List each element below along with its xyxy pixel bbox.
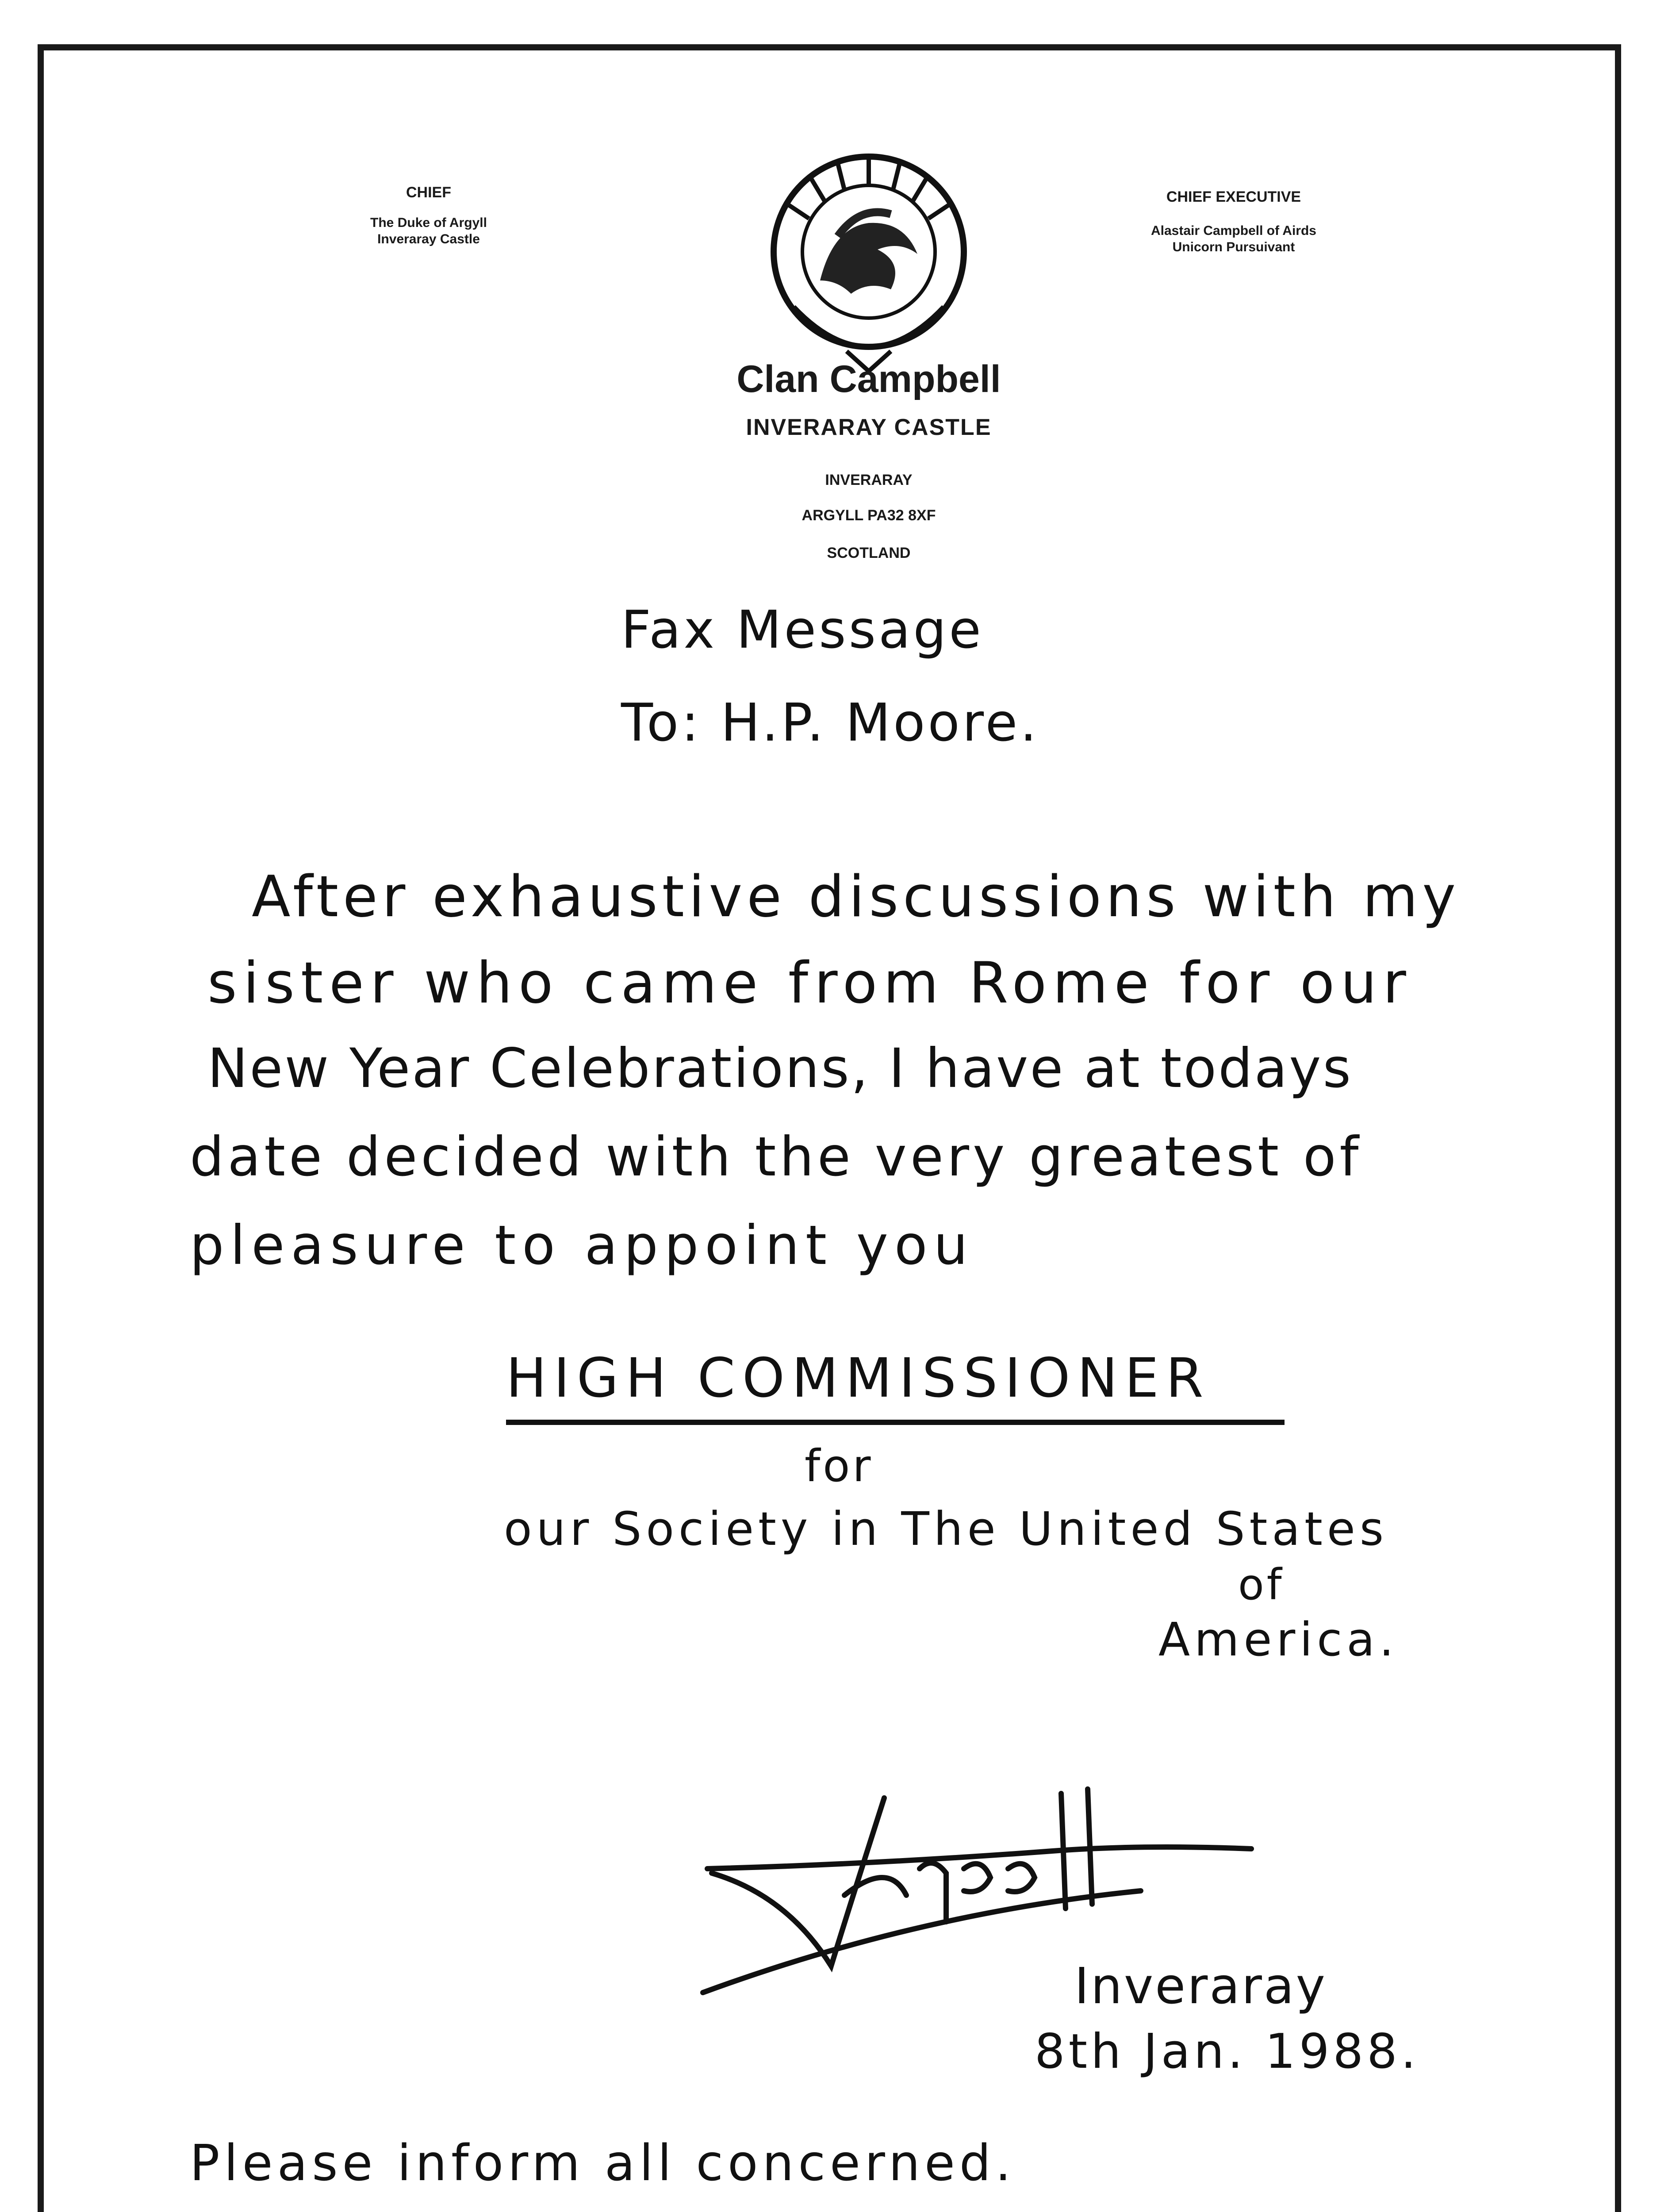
body-line: After exhaustive discussions with my — [252, 864, 1461, 930]
letterhead-right-block — [1092, 188, 1375, 256]
signature-place: Inveraray — [1074, 1958, 1327, 2015]
signature-date: 8th Jan. 1988. — [1035, 2024, 1420, 2079]
postscript: Please inform all concerned. — [190, 2135, 1016, 2192]
body-line: date decided with the very greatest of — [190, 1125, 1362, 1188]
signature-name — [827, 1811, 978, 1864]
clan-name: Clan Campbell — [736, 358, 1001, 400]
address-line: SCOTLAND — [827, 545, 911, 561]
left-block-heading: CHIEF — [406, 184, 451, 201]
right-block-line: Unicorn Pursuivant — [1172, 240, 1295, 254]
body-line: pleasure to appoint you — [190, 1214, 974, 1277]
letterhead-left-block — [327, 183, 530, 248]
appointment-for: for — [805, 1440, 874, 1492]
body-line: sister who came from Rome for our — [207, 950, 1412, 1016]
right-block-line: Alastair Campbell of Airds — [1151, 223, 1316, 238]
clan-crest-icon — [758, 148, 979, 378]
right-block-heading: CHIEF EXECUTIVE — [1166, 188, 1301, 205]
body-line: New Year Celebrations, I have at todays — [207, 1037, 1353, 1100]
appointment-underline — [506, 1420, 1285, 1425]
address-line: ARGYLL PA32 8XF — [801, 507, 936, 524]
letter-page — [38, 44, 1621, 2212]
castle-name: INVERARAY CASTLE — [746, 415, 992, 440]
left-block-line: Inveraray Castle — [377, 232, 480, 246]
appointment-title: HIGH COMMISSIONER — [506, 1347, 1211, 1409]
recipient-line: To: H.P. Moore. — [621, 692, 1039, 753]
fax-title: Fax Message — [621, 599, 984, 660]
appointment-america: America. — [1158, 1613, 1399, 1667]
address-line: INVERARAY — [825, 472, 913, 488]
left-block-line: The Duke of Argyll — [370, 215, 487, 230]
appointment-line: our Society in The United States — [504, 1502, 1388, 1556]
appointment-of: of — [1238, 1560, 1285, 1609]
